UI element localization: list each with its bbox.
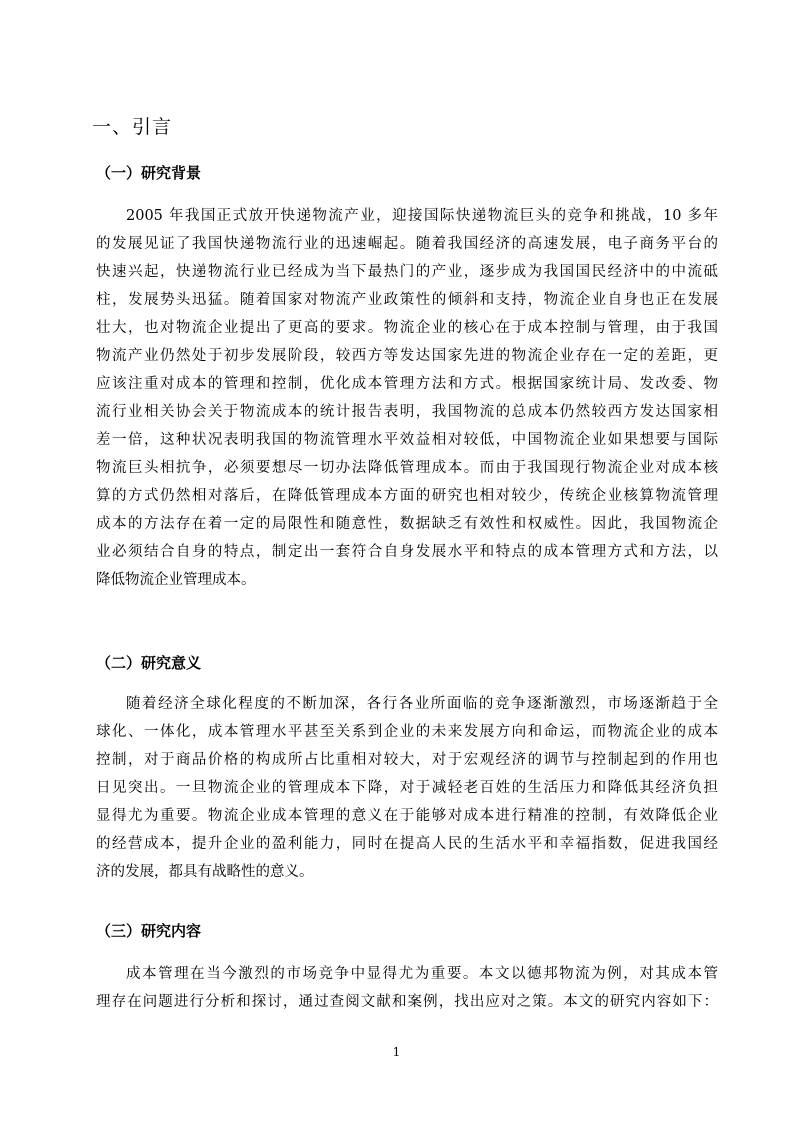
paragraph-line: 控制，对于商品价格的构成所占比重相对较大，对于宏观经济的调节与控制起到的作用也: [96, 752, 718, 768]
paragraph-line: 的发展见证了我国快递物流行业的迅速崛起。随着我国经济的高速发展，电子商务平台的: [96, 236, 718, 252]
paragraph-line: 流行业相关协会关于物流成本的统计报告表明，我国物流的总成本仍然较西方发达国家相: [96, 404, 718, 420]
section-title-significance: （二）研究意义: [96, 654, 202, 672]
paragraph-line: 应该注重对成本的管理和控制，优化成本管理方法和方式。根据国家统计局、发改委、物: [96, 376, 718, 392]
section-title-background: （一）研究背景: [96, 164, 202, 182]
paragraph-line: 业必须结合自身的特点，制定出一套符合自身发展水平和特点的成本管理方式和方法，以: [96, 544, 718, 560]
paragraph-line: 济的发展，都具有战略性的意义。: [96, 864, 314, 880]
paragraph-line: 算的方式仍然相对落后，在降低管理成本方面的研究也相对较少，传统企业核算物流管理: [96, 488, 718, 504]
paragraph-line: 成本的方法存在着一定的局限性和随意性，数据缺乏有效性和权威性。因此，我国物流企: [96, 516, 718, 532]
paragraph-line: 球化、一体化，成本管理水平甚至关系到企业的未来发展方向和命运，而物流企业的成本: [96, 724, 718, 740]
paragraph-line: 日见突出。一旦物流企业的管理成本下降，对于减轻老百姓的生活压力和降低其经济负担: [96, 780, 718, 796]
paragraph-line: 理存在问题进行分析和探讨，通过查阅文献和案例，找出应对之策。本文的研究内容如下：: [96, 994, 718, 1010]
paragraph-line: 的经营成本，提升企业的盈利能力，同时在提高人民的生活水平和幸福指数，促进我国经: [96, 836, 718, 852]
paragraph-line: 柱，发展势头迅猛。随着国家对物流产业政策性的倾斜和支持，物流企业自身也正在发展: [96, 292, 718, 308]
paragraph-line: 成本管理在当今激烈的市场竞争中显得尤为重要。本文以德邦物流为例，对其成本管: [126, 966, 718, 982]
paragraph-line: 差一倍，这种状况表明我国的物流管理水平效益相对较低，中国物流企业如果想要与国际: [96, 432, 718, 448]
page-number: 1: [392, 1045, 401, 1059]
paragraph-line: 随着经济全球化程度的不断加深，各行各业所面临的竞争逐渐激烈，市场逐渐趋于全: [126, 696, 718, 712]
paragraph-line: 2005 年我国正式放开快递物流产业，迎接国际快递物流巨头的竞争和挑战，10 多年: [126, 208, 718, 224]
paragraph-content: [96, 960, 718, 1016]
paragraph-background: [96, 202, 718, 594]
chapter-heading: 一、引言: [92, 116, 173, 138]
paragraph-line: 壮大，也对物流企业提出了更高的要求。物流企业的核心在于成本控制与管理，由于我国: [96, 320, 718, 336]
section-title-content: （三）研究内容: [96, 922, 202, 940]
paragraph-line: 显得尤为重要。物流企业成本管理的意义在于能够对成本进行精准的控制，有效降低企业: [96, 808, 718, 824]
paragraph-significance: [96, 690, 718, 886]
paragraph-line: 降低物流企业管理成本。: [96, 572, 256, 588]
paragraph-line: 物流巨头相抗争，必须要想尽一切办法降低管理成本。而由于我国现行物流企业对成本核: [96, 460, 718, 476]
paragraph-line: 物流产业仍然处于初步发展阶段，较西方等发达国家先进的物流企业存在一定的差距，更: [96, 348, 718, 364]
paragraph-line: 快速兴起，快递物流行业已经成为当下最热门的产业，逐步成为我国国民经济中的中流砥: [96, 264, 718, 280]
